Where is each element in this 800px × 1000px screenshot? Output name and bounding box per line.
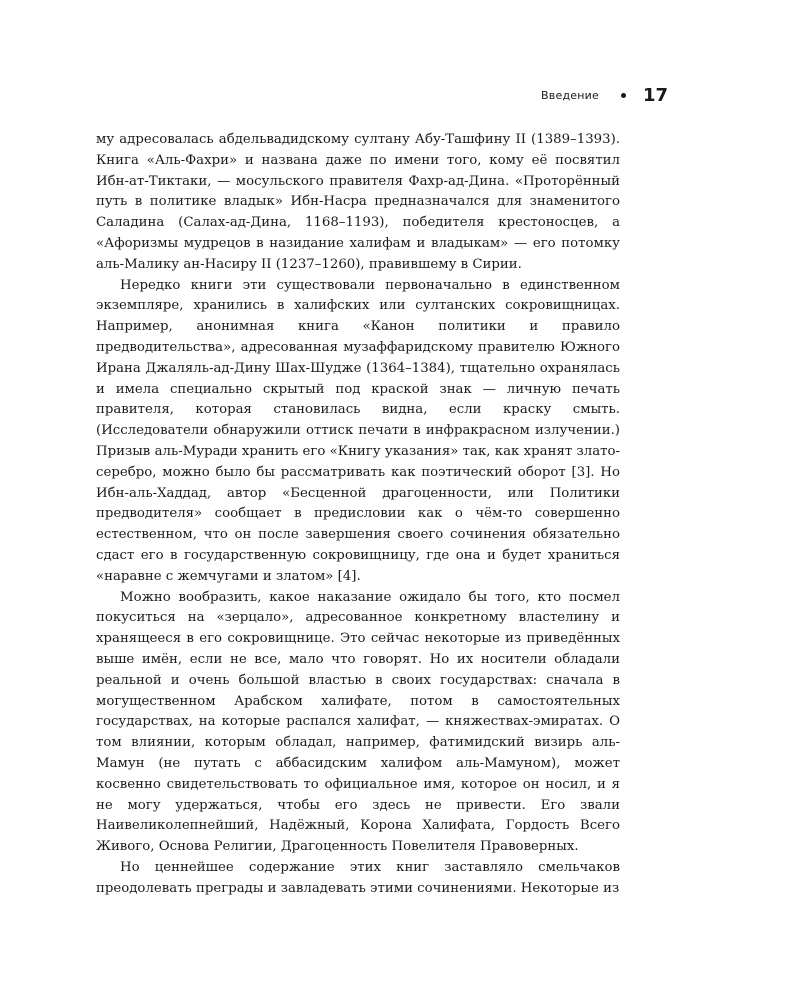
bullet-icon xyxy=(621,93,626,98)
body-text xyxy=(96,130,620,899)
paragraph-1: му адресовалась абдельвадидскому султану Абу-Ташфину II (1389–1393). Книга «Аль-Фахри» и названа даже по имени того, кому её посвятил Ибн-ат-Тиктаки, — мосульского правителя Фахр-ад-Дина. «Проторённый путь в политике владык» Ибн-Насра предназначался для знаменитого Саладина (Салах-ад-Дина, 1168–1193), победителя крестоносцев, а «Афоризмы мудрецов в назидание халифам и владыкам» — его потомку аль-Малику ан-Насиру II (1237–1260), правившему в Сирии. xyxy=(96,132,620,272)
running-header xyxy=(541,84,668,106)
paragraph-3: Можно вообразить, какое наказание ожидало бы того, кто посмел покуситься на «зерцало», адресованное конкретному властелину и хранящееся в его сокровищнице. Это сейчас некоторые из приведённых выше имён, если не все, мало что говорят. Но их носители обладали реальной и очень большой властью в своих государствах: сначала в могущественном Арабском халифате, потом в самостоятельных государствах, на которые распался халифат, — княжествах-эмиратах. О том влиянии, которым обладал, например, фатимидский визирь аль-Мамун (не путать с аббасидским халифом аль-Мамуном), может косвенно свидетельствовать то официальное имя, которое он носил, и я не могу удержаться, чтобы его здесь не привести. Его звали Наивеликолепнейший, Надёжный, Корона Халифата, Гордость Всего Живого, Основа Религии, Драгоценность Повелителя Правоверных. xyxy=(96,589,620,855)
running-header-title: Введение xyxy=(541,88,599,102)
paragraph-4: Но ценнейшее содержание этих книг заставляло смельчаков преодолевать преграды и завладевать этими сочинениями. Некоторые из xyxy=(96,859,620,896)
page-number: 17 xyxy=(642,84,668,106)
paragraph-2: Нередко книги эти существовали первоначально в единственном экземпляре, хранились в халифских или султанских сокровищницах. Например, анонимная книга «Канон политики и правило предводительства», адресованная музаффаридскому правителю Южного Ирана Джаляль-ад-Дину Шах-Шудже (1364–1384), тщательно охранялась и имела специально скрытый под краской знак — личную печать правителя, которая становилась видна, если краску смыть. (Исследователи обнаружили оттиск печати в инфракрасном излучении.) Призыв аль-Муради хранить его «Книгу указания» так, как хранят злато-серебро, можно было бы рассматривать как поэтический оборот [3]. Но Ибн-аль-Хаддад, автор «Бесценной драгоценности, или Политики предводителя» сообщает в предисловии как о чём-то совершенно естественном, что он после завершения своего сочинения обязательно сдаст его в государственную сокровищницу, где она и будет храниться «наравне с жемчугами и златом» [4]. xyxy=(96,277,620,584)
